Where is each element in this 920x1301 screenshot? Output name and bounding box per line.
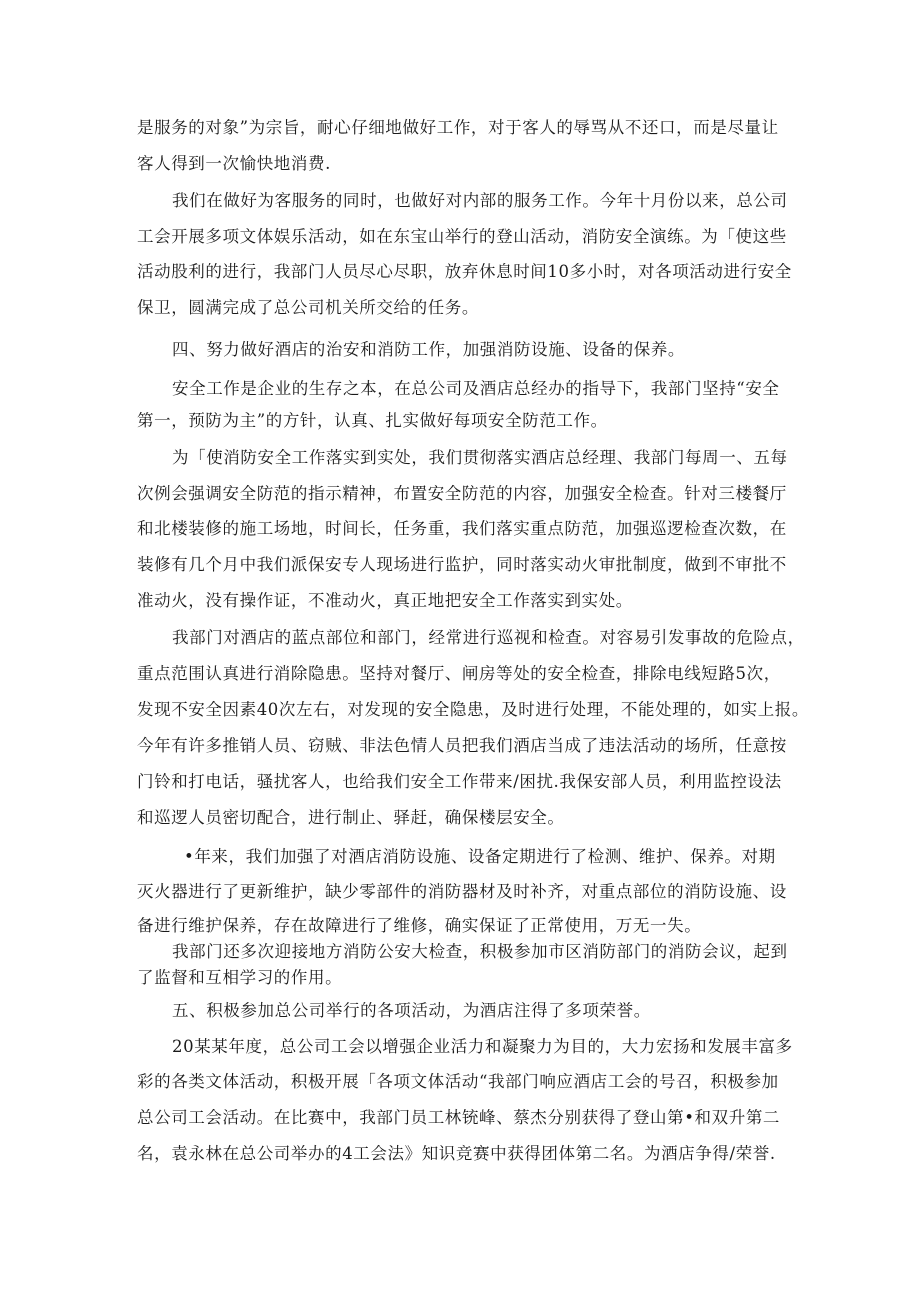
section-heading: 五、积极参加总公司举行的各项活动，为酒店注得了多项荣誉。 — [172, 1001, 651, 1020]
text-line: 准动火，没有操作证，不准动火，真正地把安全工作落实到实处。 — [137, 591, 633, 610]
text-line: 重点范围认真进行消除隐患。坚持对餐厅、闸房等处的安全检查，排除电线短路5次， — [137, 664, 781, 683]
text-line: 发现不安全因素40次左右，对发现的安全隐患，及时进行处理，不能处理的，如实上报。 — [137, 700, 809, 719]
text-line: 今年有许多推销人员、窃贼、非法色情人员把我们酒店当成了违法活动的场所，任意按 — [137, 736, 787, 755]
text-line: 备进行维护保养，存在故障进行了维修，确实保证了正常使用，万无一失。 — [137, 916, 702, 935]
text-line: 我们在做好为客服务的同时，也做好对内部的服务工作。今年十月份以来，总公司 — [172, 191, 788, 210]
text-line: 工会开展多项文体娱乐活动，如在东宝山举行的登山活动，消防安全演练。为「使这些 — [137, 227, 787, 246]
text-line: 是服务的对象”为宗旨，耐心仔细地做好工作，对于客人的辱骂从不还口，而是尽量让 — [137, 118, 779, 137]
text-line: •年来，我们加强了对酒店消防设施、设备定期进行了检测、维护、保养。对期 — [184, 847, 776, 866]
section-heading: 四、努力做好酒店的治安和消防工作，加强消防设施、设备的保养。 — [172, 340, 685, 359]
text-line: 我部门对酒店的蓝点部位和部门，经常进行巡视和检查。对容易引发事故的危险点， — [172, 628, 805, 647]
text-line: 灭火器进行了更新维护，缺少零部件的消防器材及时补齐，对重点部位的消防设施、设 — [137, 882, 787, 901]
text-line: 装修有几个月中我们派保安专人现场进行监护，同时落实动火审批制度，做到不审批不 — [137, 555, 787, 574]
text-line: 名，袁永林在总公司举办的4工会法》知识竞赛中获得团体第二名。为酒店争得/荣誉. — [137, 1144, 776, 1163]
text-line: 为「使消防安全工作落实到实处，我们贯彻落实酒店总经理、我部门每周一、五每 — [172, 448, 788, 467]
text-line: 保卫，圆满完成了总公司机关所交给的任务。 — [137, 298, 479, 317]
text-line: 我部门还多次迎接地方消防公安大检查，积极参加市区消防部门的消防会议，起到 — [172, 942, 788, 961]
text-line: 门铃和打电话，骚扰客人，也给我们安全工作带来/困扰.我保安部人员，利用监控设法 — [137, 772, 782, 791]
text-line: 总公司工会活动。在比赛中，我部门员工林铳峰、蔡杰分别获得了登山第•和双升第二 — [137, 1108, 781, 1127]
text-line: 和巡逻人员密切配合，进行制止、驿赶，确保楼层安全。 — [137, 808, 565, 827]
text-line: 客人得到一次愉快地消费. — [137, 154, 331, 173]
text-line: 第一，预防为主”的方针，认真、扎实做好每项安全防范工作。 — [137, 411, 608, 430]
text-line: 了监督和互相学习的作用。 — [137, 968, 343, 987]
text-line: 彩的各类文体活动，积极开展「各项文体活动“我部门响应酒店工会的号召，积极参加 — [137, 1072, 779, 1091]
text-line: 活动股利的进行，我部门人员尽心尽职，放弃休息时间10多小时，对各项活动进行安全 — [137, 262, 792, 281]
text-line: 次例会强调安全防范的指示精神，布置安全防范的内容，加强安全检查。针对三楼餐厅 — [137, 484, 787, 503]
text-line: 安全工作是企业的生存之本，在总公司及酒店总经办的指导下，我部门坚持“安全 — [172, 379, 780, 398]
text-line: 20某某年度，总公司工会以增强企业活力和凝聚力为目的，大力宏扬和发展丰富多 — [172, 1037, 793, 1056]
text-line: 和北楼装修的施工场地，时间长，任务重，我们落实重点防范，加强巡逻检查次数，在 — [137, 519, 787, 538]
